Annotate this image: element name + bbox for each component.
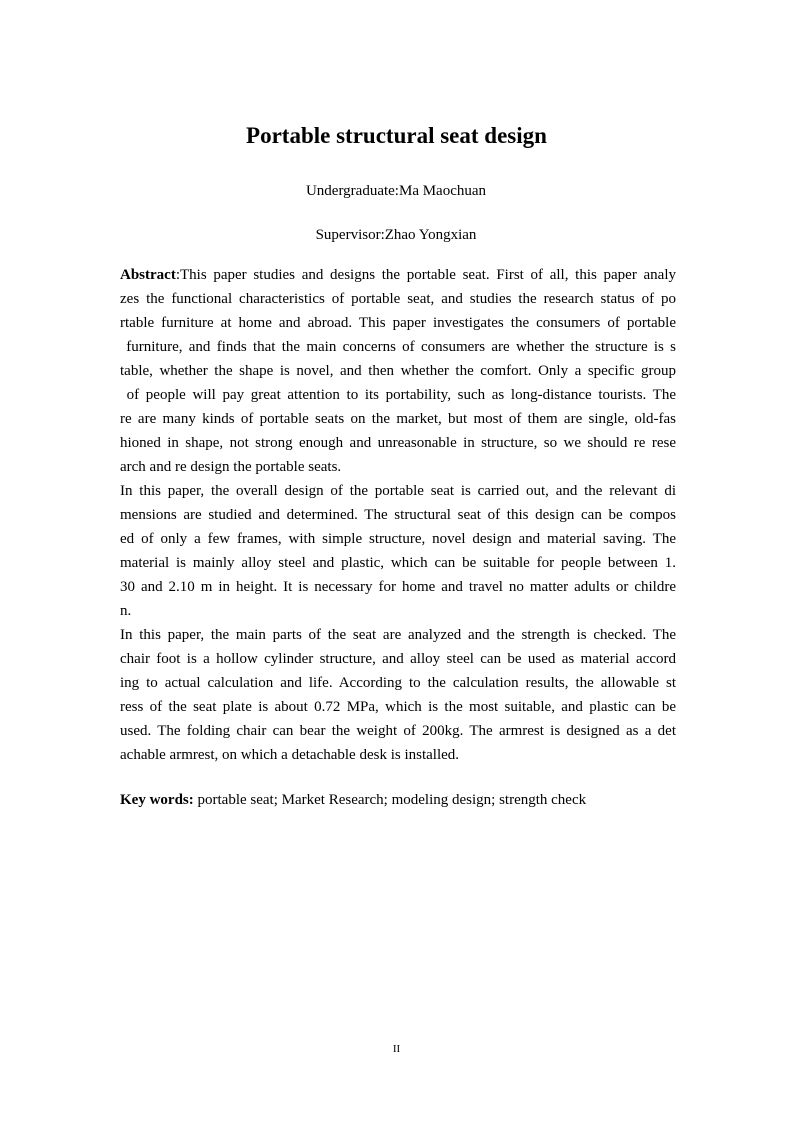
abstract-line: material is mainly alloy steel and plastic, which can be suitable for people between 1. [120, 555, 676, 571]
abstract-line: Abstract:This paper studies and designs the portable seat. First of all, this paper analy [120, 267, 676, 283]
page-title: Portable structural seat design [246, 123, 547, 148]
supervisor-line: Supervisor:Zhao Yongxian [315, 227, 477, 243]
abstract-line: hioned in shape, not strong enough and unreasonable in structure, so we should re rese [120, 435, 676, 451]
abstract-line: In this paper, the overall design of the portable seat is carried out, and the relevant di [120, 483, 676, 499]
page-number: II [392, 1043, 401, 1055]
abstract-line: ress of the seat plate is about 0.72 MPa, which is the most suitable, and plastic can be [120, 699, 676, 715]
abstract-line: ing to actual calculation and life. According to the calculation results, the allowable st [120, 675, 676, 691]
abstract-line: arch and re design the portable seats. [120, 459, 342, 475]
abstract-line: 30 and 2.10 m in height. It is necessary for home and travel no matter adults or childre [120, 579, 676, 595]
keywords-label: Key words: [120, 792, 194, 808]
abstract-line: furniture, and finds that the main concerns of consumers are whether the structure is s [120, 339, 676, 355]
abstract-line: used. The folding chair can bear the weight of 200kg. The armrest is designed as a det [120, 723, 676, 739]
abstract-line: achable armrest, on which a detachable desk is installed. [120, 747, 460, 763]
abstract-line: of people will pay great attention to its portability, such as long-distance tourists. The [120, 387, 676, 403]
abstract-line: zes the functional characteristics of portable seat, and studies the research status of po [120, 291, 676, 307]
keywords-text: portable seat; Market Research; modeling design; strength check [193, 792, 587, 808]
abstract-line: In this paper, the main parts of the seat are analyzed and the strength is checked. The [120, 627, 676, 643]
abstract-line: mensions are studied and determined. The structural seat of this design can be compos [120, 507, 676, 523]
abstract-body [120, 263, 676, 767]
abstract-line: table, whether the shape is novel, and then whether the comfort. Only a specific group [120, 363, 676, 379]
abstract-label: Abstract [120, 267, 176, 283]
abstract-line: chair foot is a hollow cylinder structure, and alloy steel can be used as material accord [120, 651, 676, 667]
abstract-line: n. [120, 603, 132, 619]
abstract-line: rtable furniture at home and abroad. This paper investigates the consumers of portable [120, 315, 676, 331]
keywords-line [120, 788, 676, 812]
abstract-line: ed of only a few frames, with simple structure, novel design and material saving. The [120, 531, 676, 547]
abstract-line: re are many kinds of portable seats on the market, but most of them are single, old-fas [120, 411, 676, 427]
undergraduate-line: Undergraduate:Ma Maochuan [305, 183, 487, 199]
